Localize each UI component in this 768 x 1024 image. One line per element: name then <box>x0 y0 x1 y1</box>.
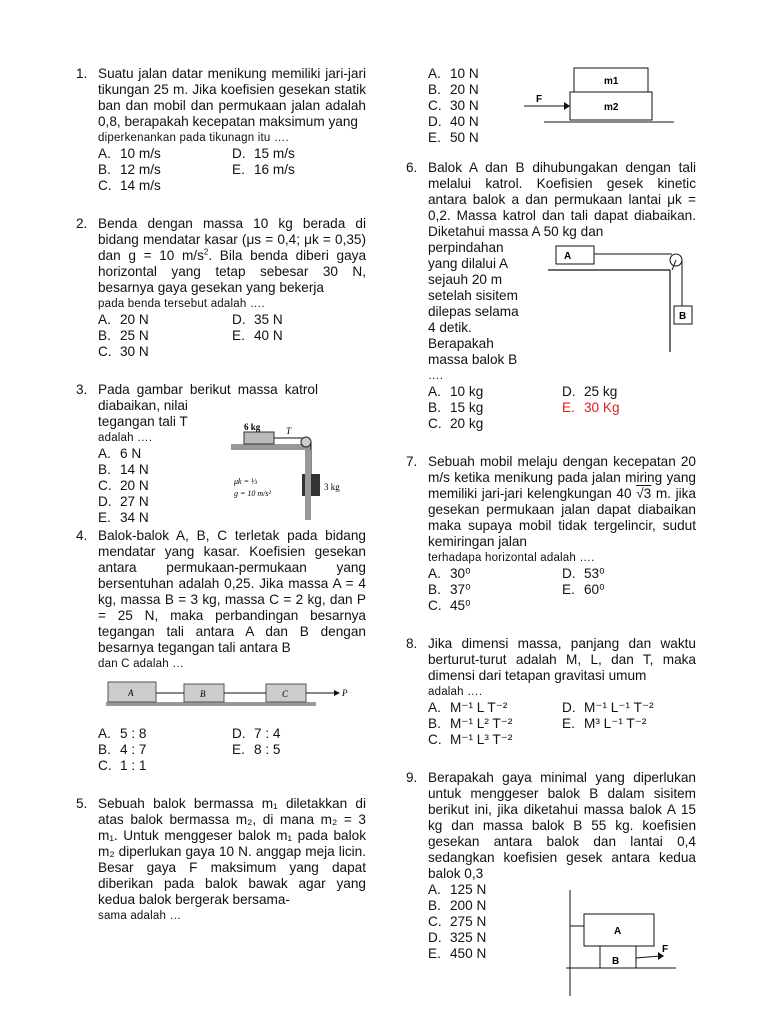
question-text: Sebuah balok bermassa m₁ diletakkan di atas balok bermassa m₂, di mana m₂ = 3 m₁. Untuk menggeser balok m₁ pada balok m₂ diperlukan gaya 10 N. anggap meja licin. Besar gaya F maksimum yang dapat diberikan pada balok bawak agar yang kedua balok bergerak bersama- <box>98 796 366 907</box>
question-number: 6. <box>406 160 418 175</box>
option-c[interactable]: C. 30 N <box>428 98 479 113</box>
option-e[interactable]: E. M³ L⁻¹ T⁻² <box>562 716 647 731</box>
block-b-label: B <box>679 311 687 322</box>
question-2 <box>76 216 366 360</box>
left-column <box>76 66 366 924</box>
options <box>428 66 508 146</box>
option-a[interactable]: A. 6 N <box>98 446 142 461</box>
options <box>98 146 366 194</box>
question-3 <box>76 382 366 525</box>
option-c[interactable]: C. 275 N <box>428 914 487 929</box>
option-d[interactable]: D. 25 kg <box>562 384 618 399</box>
question-tail: terhadapa horizontal adalah …. <box>428 552 595 564</box>
option-a[interactable]: A. 10 kg <box>428 384 484 399</box>
option-c[interactable]: C. M⁻¹ L³ T⁻² <box>428 732 513 747</box>
option-b[interactable]: B. 25 N <box>98 328 149 343</box>
option-b[interactable]: B. 20 N <box>428 82 479 97</box>
pulley-figure <box>226 422 366 522</box>
block-a-label: A <box>564 251 572 262</box>
option-d[interactable]: D. 35 N <box>232 312 283 327</box>
options <box>98 446 198 526</box>
pulley-system-figure <box>548 244 698 354</box>
gravity-label: g = 10 m/s² <box>234 489 271 498</box>
block-b-label: B <box>612 956 620 967</box>
option-b[interactable]: B. 12 m/s <box>98 162 161 177</box>
mu-label: μk = ⅓ <box>234 477 257 486</box>
option-a[interactable]: A. 5 : 8 <box>98 726 147 741</box>
friction-blocks-figure <box>566 890 696 1000</box>
force-p-label: P <box>342 688 348 698</box>
question-number: 8. <box>406 636 418 651</box>
option-a[interactable]: A. 10 N <box>428 66 479 81</box>
m2-label: m2 <box>604 102 619 113</box>
option-b[interactable]: B. M⁻¹ L² T⁻² <box>428 716 513 731</box>
block-b-label: B <box>200 689 206 699</box>
option-b[interactable]: B. 37⁰ <box>428 582 471 597</box>
question-text: Jika dimensi massa, panjang dan waktu berturut-turut adalah M, L, dan T, maka dimensi dari tetapan gravitasi umum <box>428 636 696 683</box>
tension-label: T <box>286 426 292 436</box>
question-text-narrow: perpindahan yang dilalui A sejauh 20 m setelah sisitem dilepas selama 4 detik. Berapakah massa balok B <box>428 240 519 367</box>
right-column <box>406 66 696 967</box>
option-d[interactable]: D. 7 : 4 <box>232 726 281 741</box>
option-b[interactable]: B. 15 kg <box>428 400 484 415</box>
question-text: Balok A dan B dihubungakan dengan tali melalui katrol. Koefisien gesek kinetic antara balok a dan permukaan lantai μk = 0,2. Massa katrol dan tali dapat diabaikan. Diketahui massa A 50 kg dan <box>428 160 696 239</box>
question-number: 2. <box>76 216 88 231</box>
option-d[interactable]: D. 15 m/s <box>232 146 295 161</box>
question-tail: pada benda tersebut adalah …. <box>98 298 265 310</box>
options <box>98 726 366 774</box>
question-text: Balok-balok A, B, C terletak pada bidang mendatar yang kasar. Koefisien gesekan antara permukaan-permukaan yang bersentuhan adalah 0,25. Jika massa A = 4 kg, massa B = 3 kg, massa C = 2 kg, dan P = 25 N, maka perbandingan besarnya tegangan tali antara A dan B dengan besarnya tegangan tali antara B <box>98 528 366 655</box>
option-d[interactable]: D. 325 N <box>428 930 487 945</box>
question-7 <box>406 454 696 614</box>
question-5-options <box>406 66 696 148</box>
option-d[interactable]: D. 27 N <box>98 494 149 509</box>
option-c[interactable]: C. 20 kg <box>428 416 484 431</box>
option-c[interactable]: C. 14 m/s <box>98 178 161 193</box>
option-e[interactable]: E. 8 : 5 <box>232 742 281 757</box>
question-tail: adalah …. <box>98 432 153 444</box>
force-f-label: F <box>662 944 669 955</box>
option-e[interactable]: E. 40 N <box>232 328 283 343</box>
mass-hang-label: 3 kg <box>324 482 340 492</box>
question-number: 1. <box>76 66 88 81</box>
option-e[interactable]: E. 50 N <box>428 130 479 145</box>
question-text: Suatu jalan datar menikung memiliki jari-jari tikungan 25 m. Jika koefisien gesekan statik ban dan mobil dan permukaan jalan adalah 0,8, berapakah kecepatan maksimum yang <box>98 66 366 129</box>
option-b[interactable]: B. 200 N <box>428 898 487 913</box>
option-a[interactable]: A. M⁻¹ L T⁻² <box>428 700 508 715</box>
option-b[interactable]: B. 4 : 7 <box>98 742 147 757</box>
blocks-figure <box>106 678 346 712</box>
block-a-label: A <box>128 688 134 698</box>
option-e[interactable]: E. 450 N <box>428 946 487 961</box>
option-e[interactable]: E. 16 m/s <box>232 162 295 177</box>
option-e-answer[interactable]: E. 30 Kg <box>562 400 620 415</box>
question-1 <box>76 66 366 194</box>
block-c-label: C <box>282 689 289 699</box>
question-number: 4. <box>76 528 88 543</box>
question-6 <box>406 160 696 432</box>
question-number: 9. <box>406 770 418 785</box>
block-a-label: A <box>614 926 622 937</box>
question-number: 5. <box>76 796 88 811</box>
option-a[interactable]: A. 30⁰ <box>428 566 471 581</box>
option-c[interactable]: C. 30 N <box>98 344 149 359</box>
option-a[interactable]: A. 10 m/s <box>98 146 161 161</box>
option-c[interactable]: C. 20 N <box>98 478 149 493</box>
option-c[interactable]: C. 1 : 1 <box>98 758 147 773</box>
option-e[interactable]: E. 34 N <box>98 510 149 525</box>
question-text: Sebuah mobil melaju dengan kecepatan 20 m/s ketika menikung pada jalan miring yang memiliki jari-jari kelengkungan 40 √3 m. jika gesekan permukaan jalan dapat diabaikan maka supaya mobil tidak tergelincir, sudut kemiringan jalan <box>428 454 696 549</box>
options <box>428 384 696 432</box>
question-tail: sama adalah … <box>98 910 182 922</box>
options <box>428 700 696 748</box>
option-a[interactable]: A. 125 N <box>428 882 487 897</box>
question-text: Pada gambar berikut massa katrol diabaikan, nilai <box>98 382 318 413</box>
question-9 <box>406 770 696 967</box>
options <box>98 312 366 360</box>
m1-label: m1 <box>604 76 619 87</box>
question-5 <box>76 796 366 924</box>
stacked-blocks-figure <box>524 66 694 126</box>
question-tail: …. <box>428 370 444 382</box>
question-number: 7. <box>406 454 418 469</box>
question-tail: adalah …. <box>428 686 483 698</box>
mass-top-label: 6 kg <box>244 422 261 432</box>
option-e[interactable]: E. 60⁰ <box>562 582 605 597</box>
question-4 <box>76 528 366 774</box>
question-number: 3. <box>76 382 88 397</box>
question-text: Berapakah gaya minimal yang diperlukan untuk menggeser balok B dalam sisitem berikut ini, jika diketahui massa balok A 15 kg dan massa balok B 55 kg. koefisien gesekan antara balok dan lantai 0,4 sedangkan koefisien gesek antara kedua balok 0,3 <box>428 770 696 881</box>
force-f-label: F <box>536 94 543 105</box>
question-tail: dan C adalah … <box>98 658 184 670</box>
option-d[interactable]: D. 53⁰ <box>562 566 605 581</box>
option-b[interactable]: B. 14 N <box>98 462 149 477</box>
option-d[interactable]: D. 40 N <box>428 114 479 129</box>
option-d[interactable]: D. M⁻¹ L⁻¹ T⁻² <box>562 700 654 715</box>
question-tail: diperkenankan pada tikunagn itu …. <box>98 132 289 144</box>
options <box>428 566 696 614</box>
question-text: Benda dengan massa 10 kg berada di bidang mendatar kasar (μs = 0,4; μk = 0,35) dan g = 10 $m/s^2$. Bila benda diberi gaya horizontal yang tetap sebesar 30 N, besarnya gaya gesekan yang bekerja <box>98 216 366 295</box>
option-a[interactable]: A. 20 N <box>98 312 149 327</box>
options <box>428 882 518 962</box>
question-8 <box>406 636 696 748</box>
question-text-2: tegangan tali T <box>98 414 188 429</box>
option-c[interactable]: C. 45⁰ <box>428 598 471 613</box>
